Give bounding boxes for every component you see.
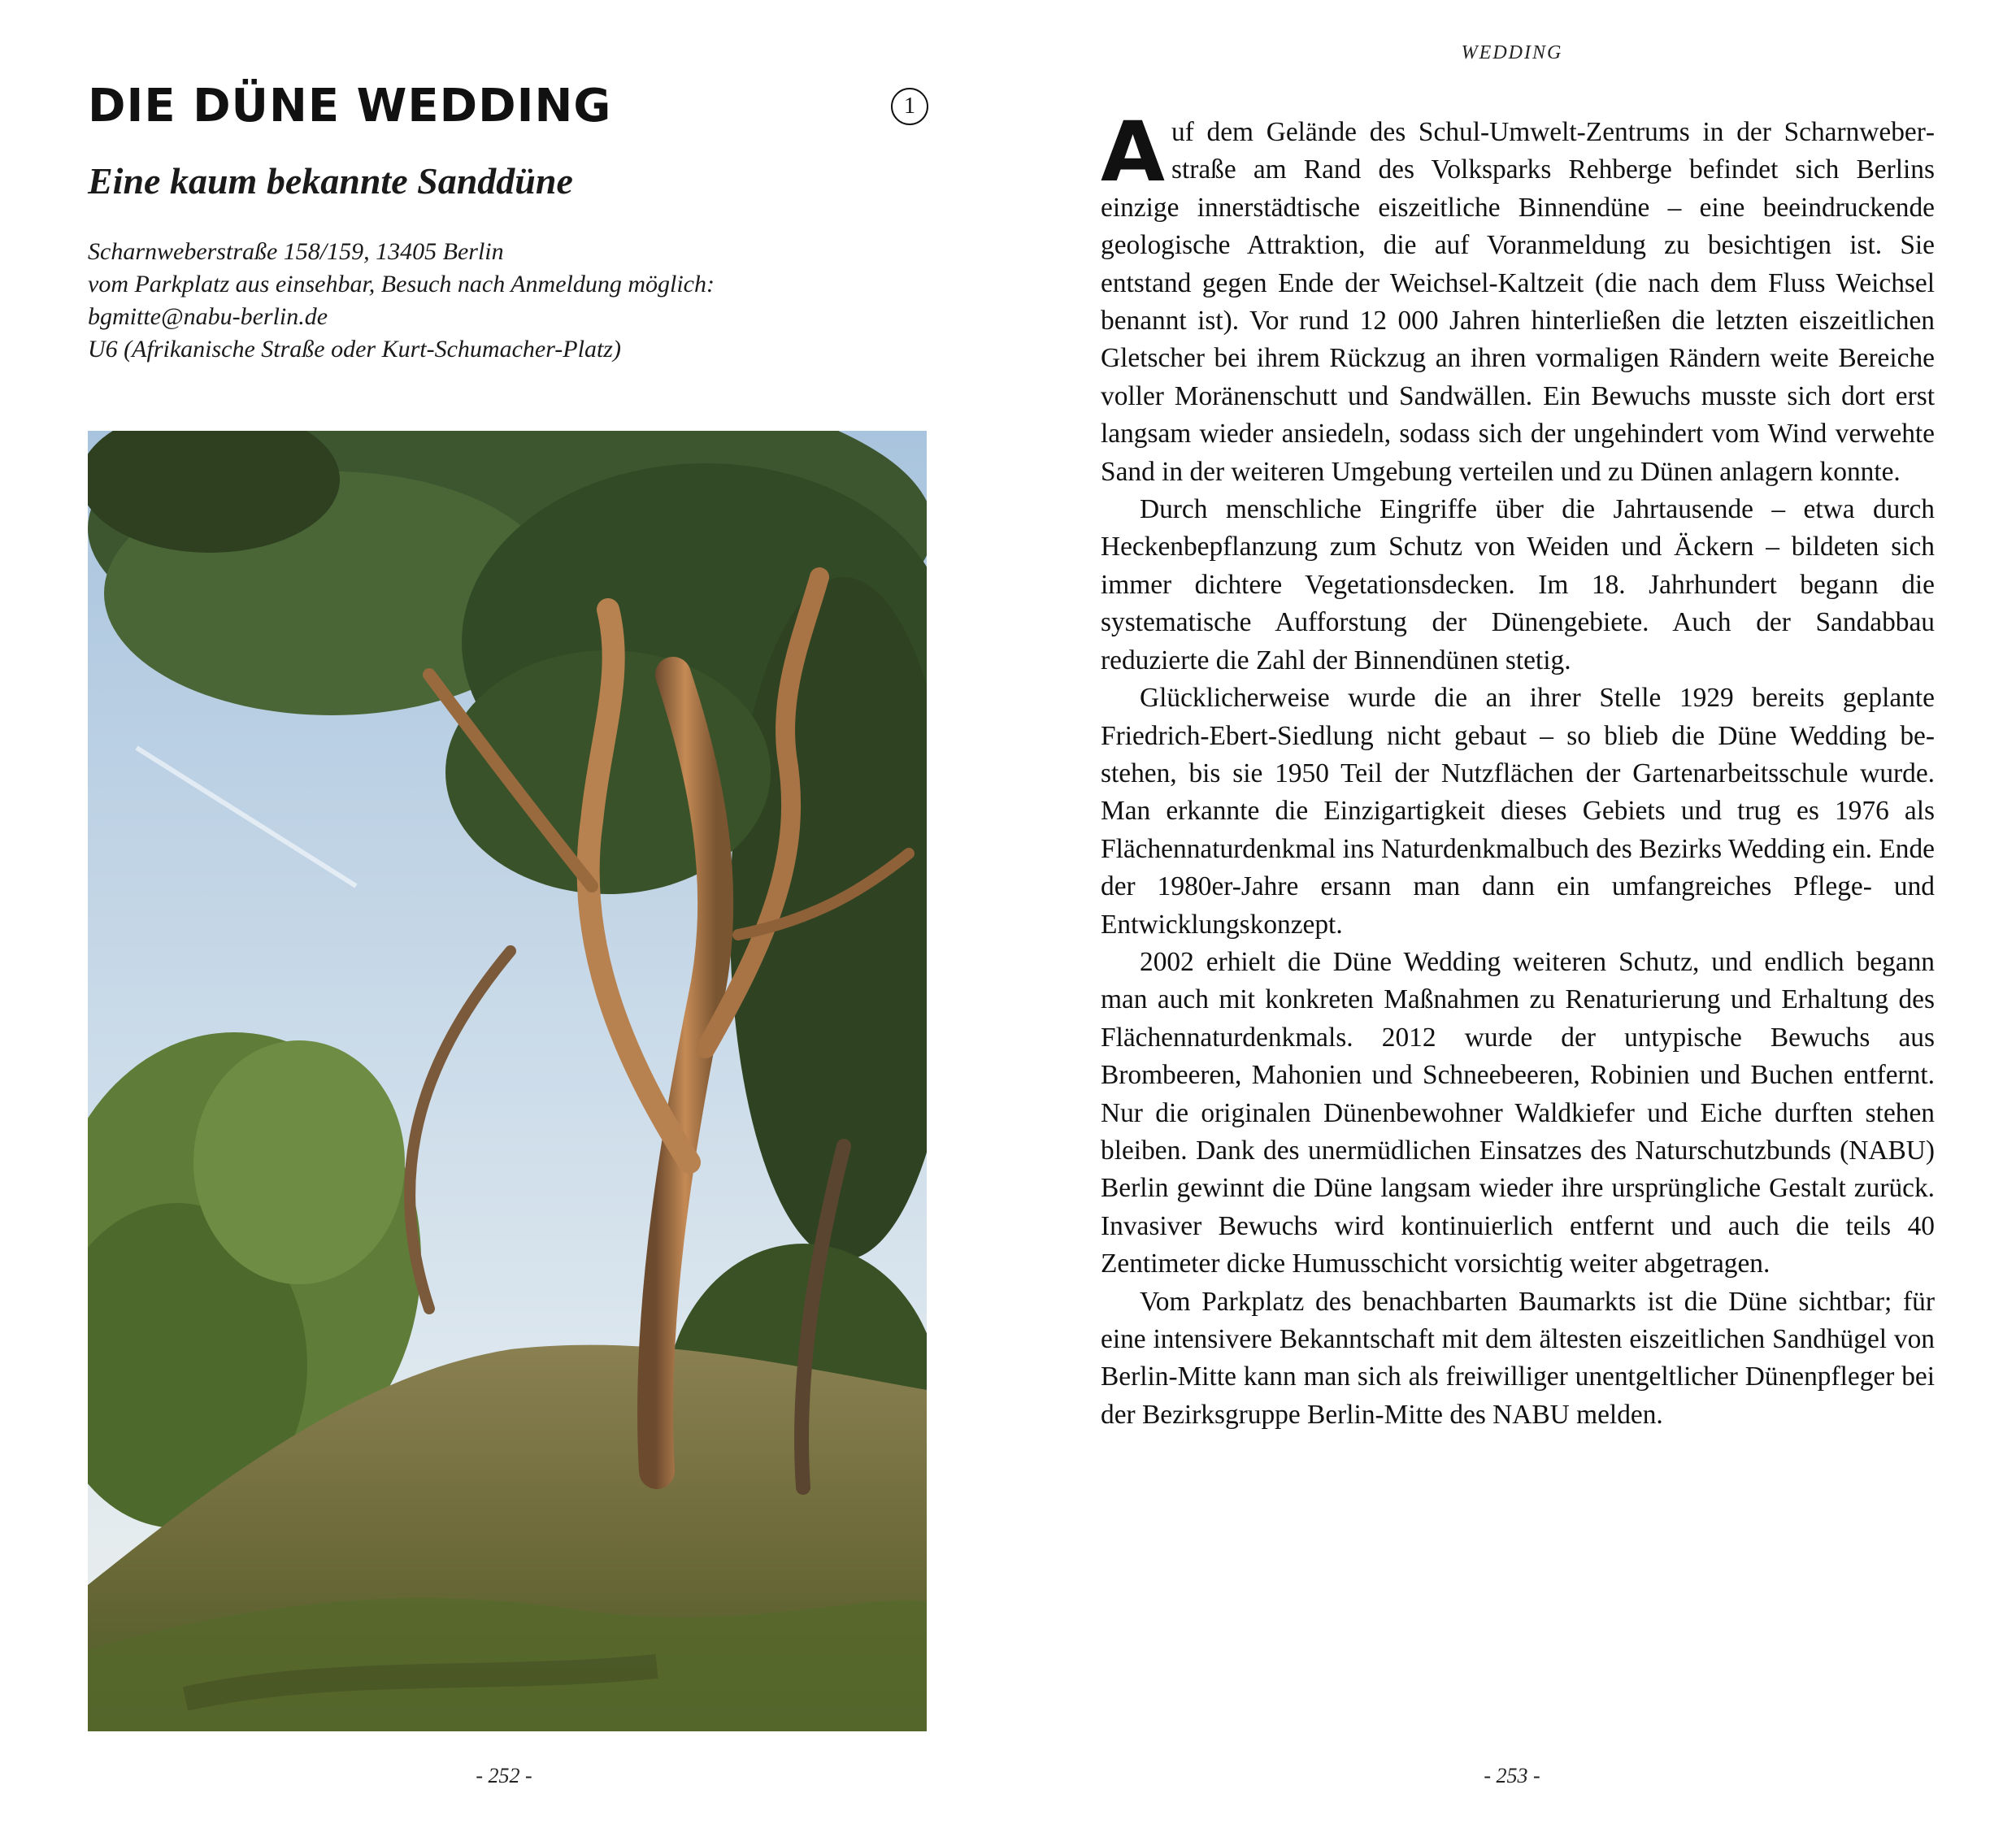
drop-cap: A [1101, 104, 1165, 201]
page-title: DIE DÜNE WEDDING [88, 80, 612, 132]
paragraph-3: Glücklicherweise wurde die an ihrer Stelle 1929 bereits geplante Friedrich-Ebert-Siedlung nicht gebaut – so blieb die Düne Wedding bestehen, bis sie 1950 Teil der Nutzflächen der Gartenarbeitsschule wurde. Man erkannte die Einzigartigkeit dieses Gebiets und trug es 1976 als Flächennaturdenkmal ins Naturdenkmalbuch des Bezirks Wedding ein. Ende der 1980er-Jahre ersann man dann ein umfangreiches Pflege- und Entwicklungskonzept. [1101, 683, 1935, 940]
page-number-left: - 252 - [476, 1764, 532, 1787]
running-head: WEDDING [1461, 42, 1563, 63]
dune-photo [88, 431, 927, 1731]
pine-trees-on-dune-image [88, 431, 927, 1731]
visit-note-line: vom Parkplatz aus einsehbar, Besuch nach Anmeldung möglich: [88, 271, 715, 297]
paragraph-5: Vom Parkplatz des benachbarten Baumarkts ist die Düne sichtbar; für eine intensivere Bekanntschaft mit dem ältesten eiszeitlichen Sandhügel von Berlin-Mitte kann man sich als freiwilliger unentgeltlicher Dünenpfleger bei der Bezirksgruppe Berlin-Mitte des NABU melden. [1101, 1286, 1935, 1430]
article-body [1101, 104, 1935, 1434]
page-subtitle: Eine kaum bekannte Sanddüne [88, 160, 573, 202]
paragraph-4: 2002 erhielt die Düne Wedding weiteren Schutz, und endlich begann man auch mit konkreten Maßnahmen zu Renaturierung und Erhaltung des Flächennaturdenkmals. 2012 wurde der untypische Bewuchs aus Brombeeren, Mahonien und Schneebeeren, Robinien und Buchen entfernt. Nur die originalen Dünenbewohner Waldkiefer und Eiche durften stehen bleiben. Dank des unermüdlichen Einsatzes des Naturschutzbunds (NABU) Berlin gewinnt die Düne langsam wieder ihre ursprüngliche Gestalt zurück. Invasiver Bewuchs wird kontinuierlich entfernt und auch die teils 40 Zentimeter dicke Humusschicht vorsichtig weiter abgetragen. [1101, 946, 1935, 1279]
right-page [1008, 0, 2016, 1824]
paragraph-1-text: uf dem Gelände des Schul-Umwelt-Zentrums in der Scharnweberstraße am Rand des Volksparks Rehberge befindet sich Berlins einzige innerstädtische eiszeitliche Binnendüne – eine beeindruckende geologische Attraktion, die auf Voranmeldung zu besichtigen ist. Sie entstand gegen Ende der Weichsel-Kaltzeit (die nach dem Fluss Weichsel benannt ist). Vor rund 12 000 Jahren hinterließen die letzten eiszeitlichen Gletscher bei ihrem Rückzug an ihren vormaligen Rändern weite Bereiche voller Moränenschutt und Sandwällen. Ein Bewuchs musste sich dort erst langsam wieder ansiedeln, sodass sich der ungehindert vom Wind verwehte Sand in der weiteren Umgebung verteilen und zu Dünen anlagern konnte. [1101, 117, 1935, 487]
page-number-right: - 253 - [1484, 1764, 1540, 1787]
email-line: bgmitte@nabu-berlin.de [88, 303, 328, 330]
transit-line: U6 (Afrikanische Straße oder Kurt-Schumacher-Platz) [88, 336, 621, 363]
location-info [88, 236, 933, 366]
address-line: Scharnweberstraße 158/159, 13405 Berlin [88, 238, 504, 265]
entry-number-badge: 1 [891, 88, 928, 125]
paragraph-1 [1101, 104, 1935, 491]
paragraph-2: Durch menschliche Eingriffe über die Jahrtausende – etwa durch Heckenbepflanzung zum Schutz von Weiden und Äckern – bildeten sich immer dichtere Vegetationsdecken. Im 18. Jahrhundert begann die systematische Aufforstung der Dünengebiete. Auch der Sandabbau reduzierte die Zahl der Binnendünen stetig. [1101, 494, 1935, 675]
